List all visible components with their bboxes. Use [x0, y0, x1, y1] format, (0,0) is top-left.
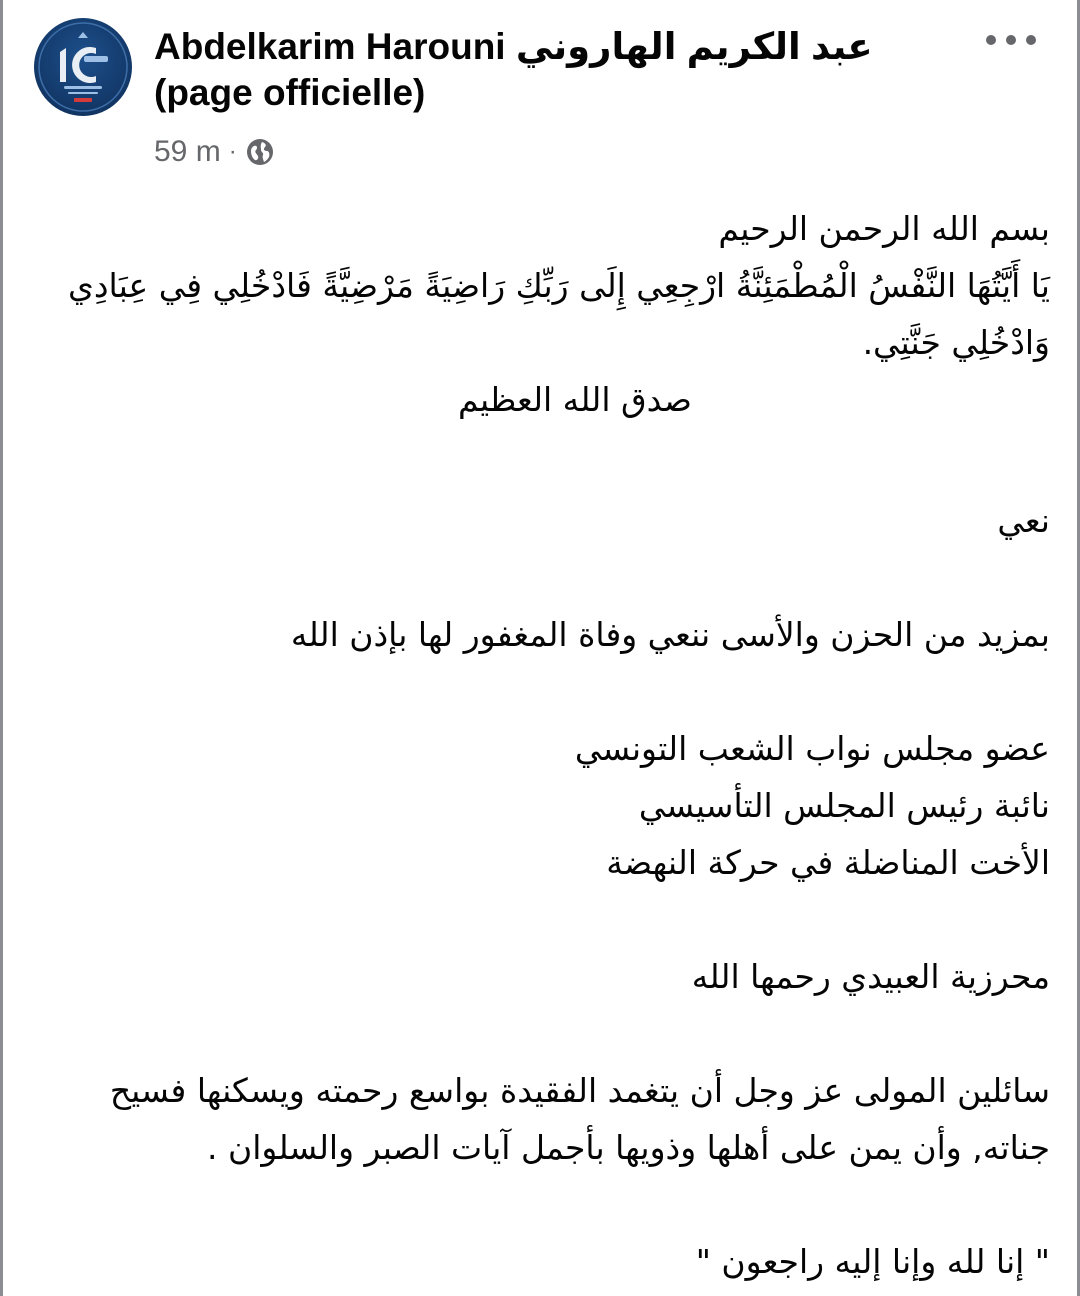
spacer — [40, 663, 1050, 720]
spacer — [40, 428, 1050, 492]
sadaqa-line: صدق الله العظيم — [458, 380, 692, 419]
more-options-icon[interactable] — [986, 30, 1036, 50]
deceased-name: محرزية العبيدي رحمها الله — [691, 957, 1050, 996]
announcement-intro: بمزيد من الحزن والأسى ننعي وفاة المغفور لها بإذن الله — [290, 615, 1050, 654]
meta-separator: · — [228, 138, 237, 165]
more-dot — [1026, 35, 1036, 45]
globe-icon[interactable] — [245, 137, 275, 167]
announcement-title: نعي — [997, 501, 1050, 540]
spacer — [40, 891, 1050, 948]
spacer — [40, 1005, 1050, 1062]
more-dot — [986, 35, 996, 45]
post-meta — [154, 132, 275, 172]
page-avatar[interactable] — [34, 18, 132, 116]
post-body — [40, 200, 1050, 1290]
page-name-link[interactable]: Abdelkarim Harouni عبد الكريم الهاروني (page officielle) — [154, 26, 873, 113]
role-line-3: الأخت المناضلة في حركة النهضة — [606, 843, 1050, 882]
spacer — [40, 549, 1050, 606]
post-timestamp[interactable]: 59 m — [154, 135, 221, 168]
more-dot — [1006, 35, 1016, 45]
closing-phrase: " إنا لله وإنا إليه راجعون " — [695, 1242, 1050, 1281]
left-frame-border — [0, 0, 3, 1296]
role-line-2: نائبة رئيس المجلس التأسيسي — [638, 786, 1050, 825]
role-line-1: عضو مجلس نواب الشعب التونسي — [574, 729, 1050, 768]
post-header — [30, 16, 1050, 176]
quran-verse: يَا أَيَّتُهَا النَّفْسُ الْمُطْمَئِنَّةُ ارْجِعِي إِلَى رَبِّكِ رَاضِيَةً مَرْضِيَّةً فَادْخُلِي فِي عِبَادِي وَادْخُلِي جَنَّتِي. — [68, 266, 1050, 362]
prayer-text: سائلين المولى عز وجل أن يتغمد الفقيدة بواسع رحمته ويسكنها فسيح جناته, وأن يمن على أهلها وذويها بأجمل آيات الصبر والسلوان . — [109, 1071, 1050, 1167]
basmala-line: بسم الله الرحمن الرحيم — [718, 209, 1050, 248]
page-logo-icon — [34, 18, 132, 116]
spacer — [40, 1176, 1050, 1233]
